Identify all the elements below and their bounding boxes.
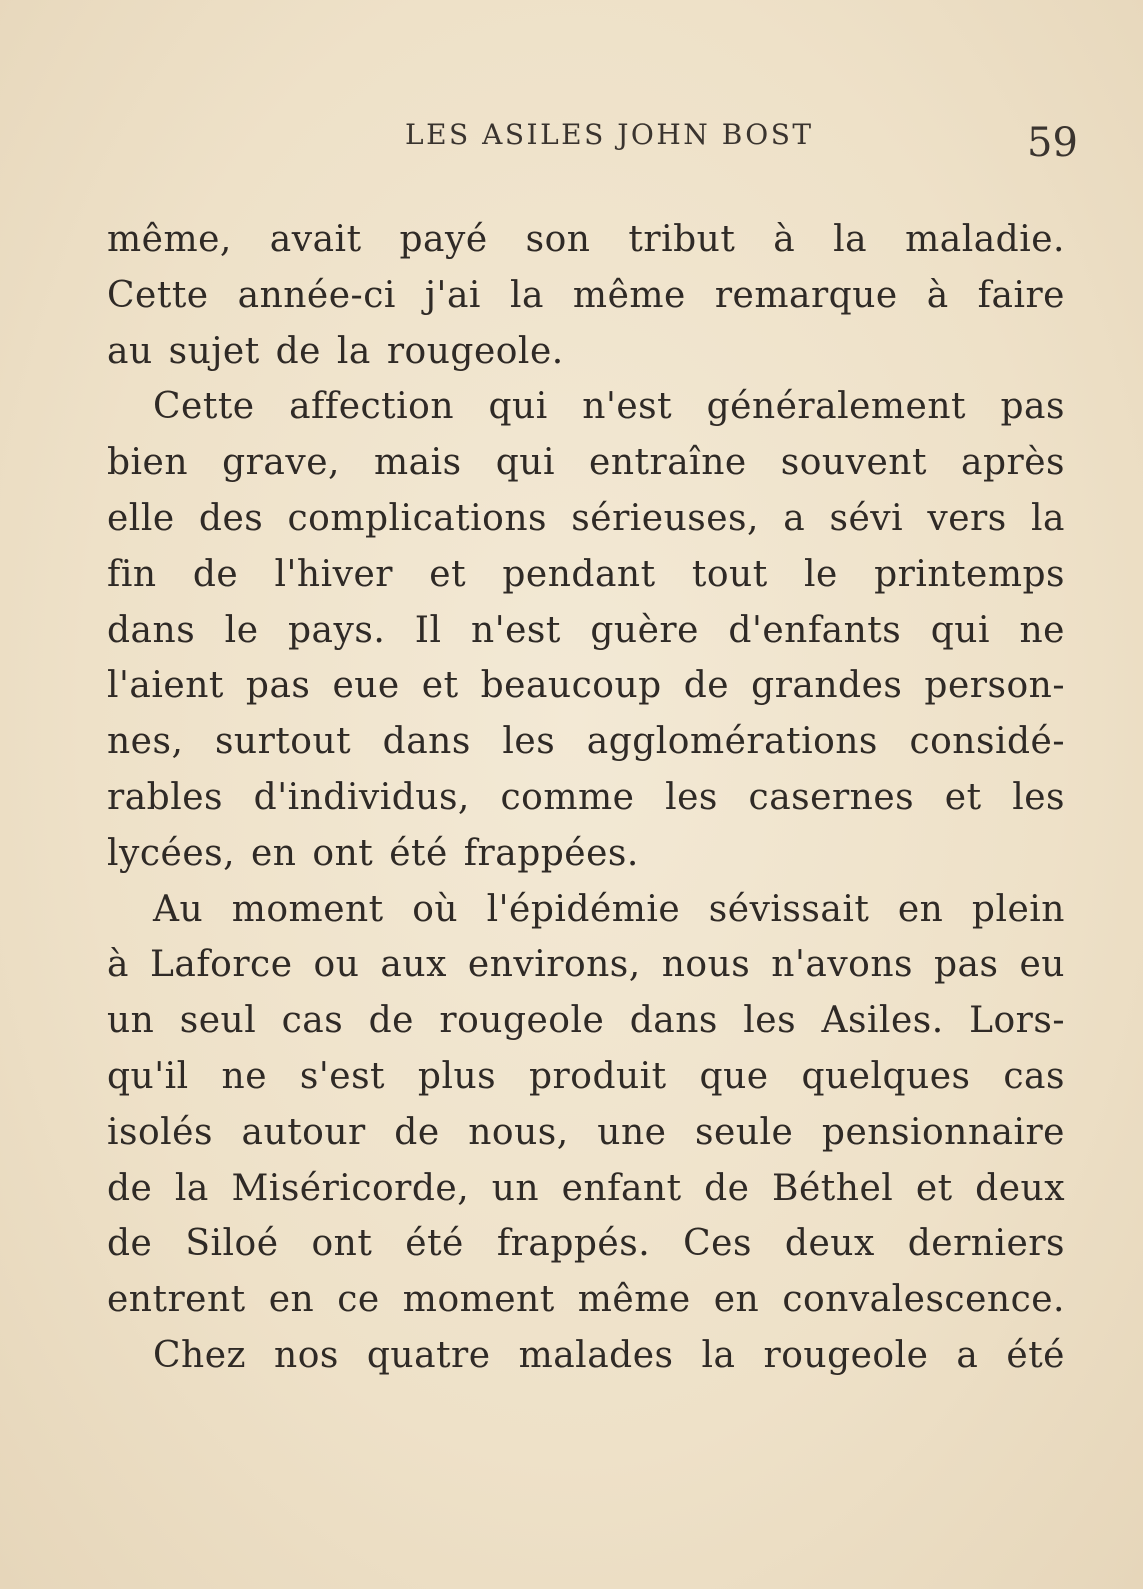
text-line: dans le pays. Il n'est guère d'enfants qui ne (107, 609, 1065, 651)
text-line: nes, surtout dans les agglomérations considé- (107, 721, 1065, 763)
page-number: 59 (1027, 120, 1078, 166)
text-line: elle des complications sérieuses, a sévi vers la (107, 497, 1065, 539)
text-line: l'aient pas eue et beaucoup de grandes person- (107, 665, 1065, 707)
text-line: au sujet de la rougeole. (107, 330, 564, 372)
text-line: Cette année-ci j'ai la même remarque à faire (107, 274, 1065, 316)
text-line: Chez nos quatre malades la rougeole a été (153, 1334, 1065, 1376)
text-line: fin de l'hiver et pendant tout le printemps (107, 553, 1065, 595)
text-line: de la Miséricorde, un enfant de Béthel et deux (107, 1167, 1065, 1209)
text-line: rables d'individus, comme les casernes et les (107, 776, 1065, 818)
text-line: de Siloé ont été frappés. Ces deux derniers (107, 1223, 1065, 1265)
text-line: à Laforce ou aux environs, nous n'avons pas eu (107, 944, 1065, 986)
text-line: Au moment où l'épidémie sévissait en plein (153, 888, 1065, 930)
body-text (107, 212, 1065, 1384)
running-title: LES ASILES JOHN BOST (405, 118, 814, 151)
text-line: bien grave, mais qui entraîne souvent après (107, 442, 1065, 484)
text-line: entrent en ce moment même en convalescence. (107, 1279, 1065, 1321)
text-line: même, avait payé son tribut à la maladie. (107, 219, 1065, 260)
text-line: lycées, en ont été frappées. (107, 832, 639, 874)
text-line: isolés autour de nous, une seule pensionnaire (107, 1111, 1065, 1153)
text-line: un seul cas de rougeole dans les Asiles. Lors- (107, 1000, 1065, 1042)
text-line: Cette affection qui n'est généralement pas (153, 386, 1065, 428)
text-line: qu'il ne s'est plus produit que quelques cas (107, 1055, 1065, 1097)
